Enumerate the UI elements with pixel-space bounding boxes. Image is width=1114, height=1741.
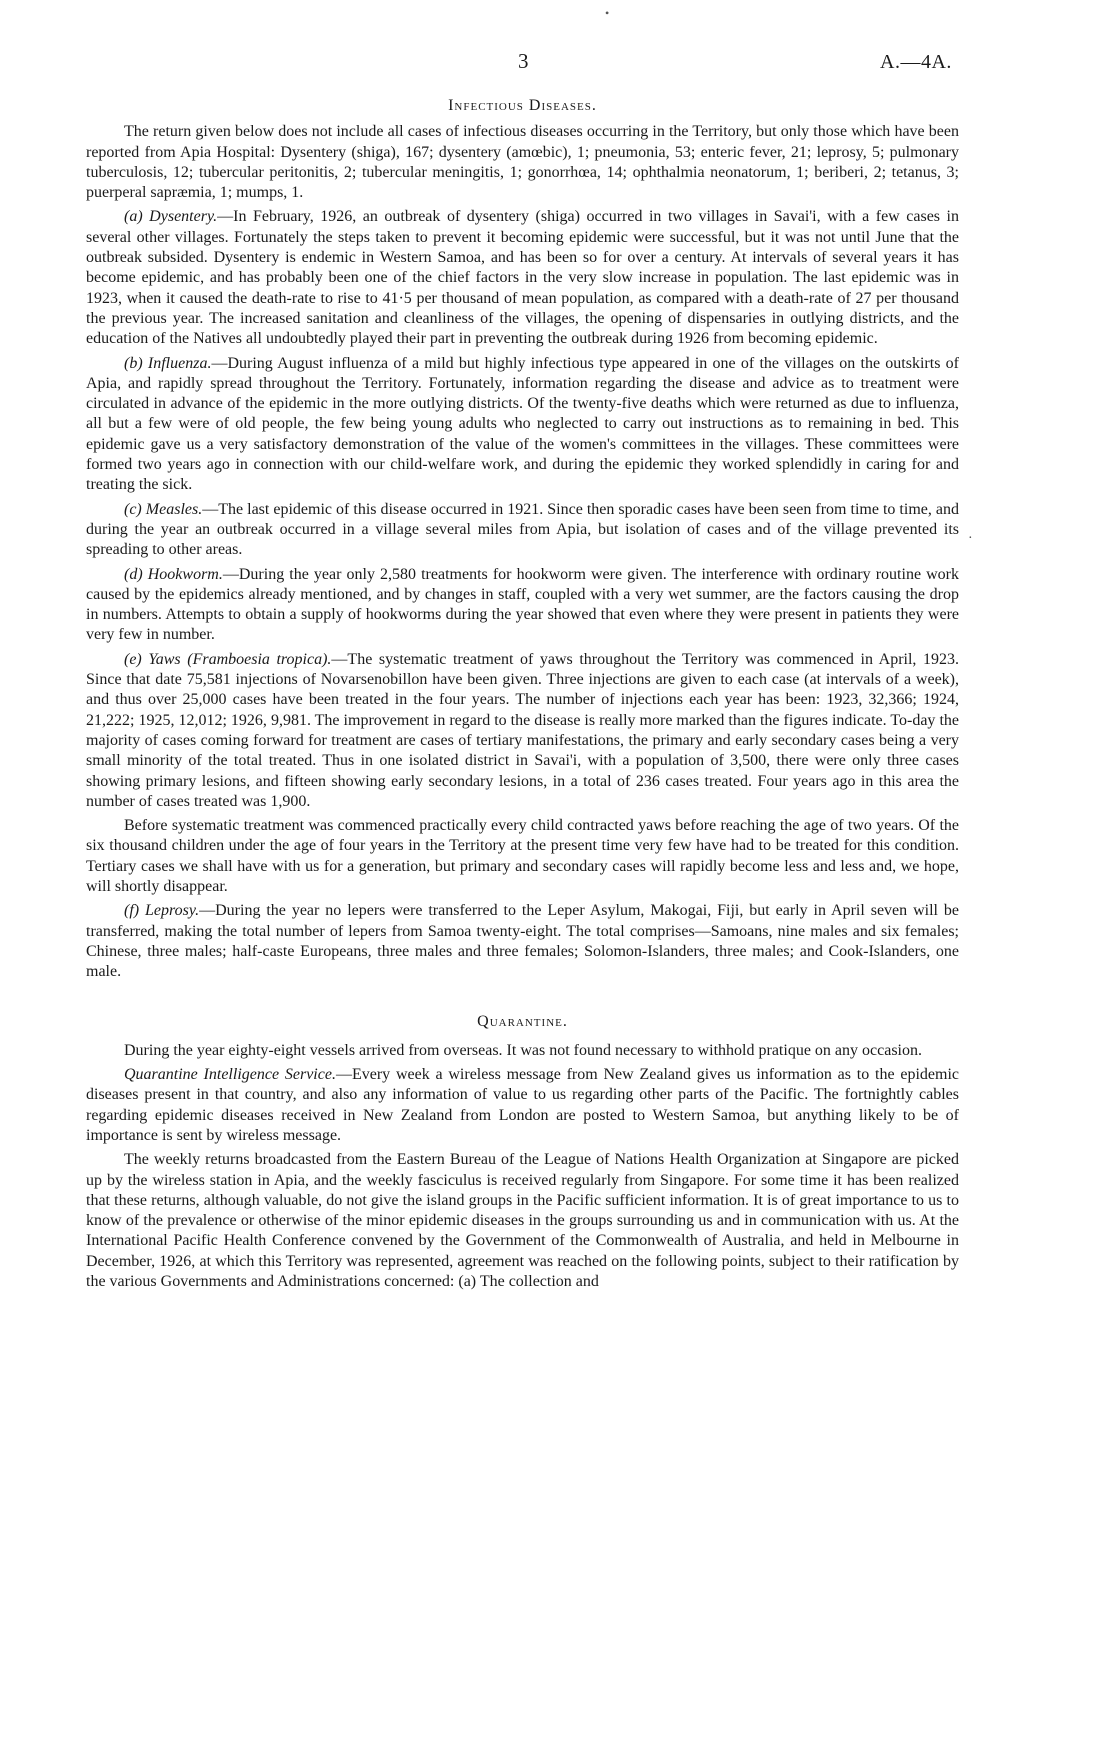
subheading-influenza: (b) Influenza. (124, 354, 212, 372)
paragraph-measles (86, 500, 959, 561)
paragraph-yaws-continued: Before systematic treatment was commenced practically every child contracted yaws before reaching the age of two years. Of the six thousand children under the age of four years in the Territory at the present time very few have had to be treated for this condition. Tertiary cases we shall have with us for a generation, but primary and secondary cases will rapidly become less and less and, we hope, will shortly disappear. (86, 817, 959, 895)
dysentery-text: —In February, 1926, an outbreak of dysentery (shiga) occurred in two villages in Savai'i, with a few cases in several other villages. Fortunately the steps taken to prevent it becoming epidemic were successful, but it was not until June that the outbreak subsided. Dysentery is endemic in Western Samoa, and has been so for over a century. At intervals of several years it has become epidemic, and has probably been one of the chief factors in the very slow increase in population. The last epidemic was in 1923, when it caused the death-rate to rise to 41·5 per thousand of mean population, as compared with a death-rate of 27 per thousand the previous year. The increased sanitation and cleanliness of the villages, the opening of dispensaries in outlying districts, and the education of the Natives all undoubtedly played their part in preventing the outbreak during 1926 from becoming epidemic. (86, 208, 960, 348)
subheading-hookworm: (d) Hookworm. (124, 565, 223, 583)
paragraph-dysentery (86, 207, 959, 349)
subheading-yaws: (e) Yaws (Framboesia tropica). (124, 650, 332, 668)
subheading-intelligence-service: Quarantine Intelligence Service. (124, 1066, 336, 1084)
intelligence-service-text: —Every week a wireless message from New Zealand gives us information as to the epidemic diseases present in that country, and also any information of value to us regarding other parts of the Pacific. The fortnightly cables regarding epidemic diseases received in New Zealand from London are posted to Western Samoa, but anything likely to be of importance is sent by wireless message. (86, 1066, 960, 1144)
document-reference: A.—4A. (880, 51, 952, 73)
section-title-quarantine: Quarantine. (477, 1013, 568, 1031)
body-text (86, 96, 959, 1296)
leprosy-text: —During the year no lepers were transferred to the Leper Asylum, Makogai, Fiji, but early in April seven will be transferred, making the total number of lepers from Samoa twenty-eight. The total comprises—Samoans, nine males and six females; Chinese, three males; half-caste Europeans, three males and three females; Solomon-Islanders, three males; and Cook-Islanders, one male. (86, 902, 959, 981)
subheading-dysentery: (a) Dysentery. (124, 208, 218, 226)
influenza-text: —During August influenza of a mild but highly infectious type appeared in one of the villages on the outskirts of Apia, and rapidly spread throughout the Territory. Fortunately, information regarding the disease and advice as to treatment were circulated in advance of the epidemic in the more outlying districts. Of the twenty-five deaths which were returned as due to influenza, all but a few were of old people, the few being young adults who neglected to carry out instructions as to remaining in bed. This epidemic gave us a very satisfactory demonstration of the value of the women's committees in the villages. These committees were formed two years ago in connection with our child-welfare work, and during the epidemic they worked splendidly in caring for and treating the sick. (86, 354, 959, 494)
subheading-leprosy: (f) Leprosy. (124, 902, 200, 920)
subheading-measles: (c) Measles. (124, 500, 203, 518)
yaws-text: —The systematic treatment of yaws throughout the Territory was commenced in April, 1923. Since that date 75,581 injections of Novarsenobillon have been given. Three injections are given to each case (at intervals of a week), and thus over 25,000 cases have been treated in the four years. The number of injections each year has been: 1923, 32,366; 1924, 21,222; 1925, 12,012; 1926, 9,981. The improvement in regard to the disease is really more marked than the figures indicate. To-day the majority of cases coming forward for treatment are cases of tertiary manifestations, the primary and early secondary cases being a very small minority of the total treated. Thus in one isolated district in Savai'i, with a population of 3,500, there were only three cases showing primary lesions, and fifteen showing early secondary lesions, in a total of 236 cases treated. Four years ago in this area the number of cases treated was 1,900. (86, 650, 959, 810)
hookworm-text: —During the year only 2,580 treatments for hookworm were given. The interference with ordinary routine work caused by the epidemics already mentioned, and by changes in staff, coupled with a very wet summer, are the factors causing the drop in numbers. Attempts to obtain a supply of hookworms during the year showed that even where they were present in patients they were very few in number. (86, 565, 960, 644)
margin-mark: · (968, 531, 973, 546)
paragraph-influenza (86, 354, 959, 496)
scan-speck: • (605, 6, 610, 20)
paragraph-yaws (86, 650, 959, 812)
paragraph-weekly-returns: The weekly returns broadcasted from the Eastern Bureau of the League of Nations Health Organization at Singapore are picked up by the wireless station in Apia, and the weekly fasciculus is received regularly from Singapore. For some time it has been realized that these returns, although valuable, do not give the island groups in the Pacific sufficient information. It is of great importance to us to know of the prevalence or otherwise of the minor epidemic diseases in the groups surrounding us and in communication with us. At the International Pacific Health Conference convened by the Government of the Commonwealth of Australia, and held in Melbourne in December, 1926, at which this Territory was represented, agreement was reached on the following points, subject to their ratification by the various Governments and Administrations concerned: (a) The collection and (86, 1151, 959, 1291)
paragraph-intro: The return given below does not include all cases of infectious diseases occurring in the Territory, but only those which have been reported from Apia Hospital: Dysentery (shiga), 167; dysentery (amœbic), 1; pneumonia, 53; enteric fever, 21; leprosy, 5; pulmonary tuberculosis, 12; tubercular peritonitis, 2; tubercular meningitis, 1; gonorrhœa, 14; ophthalmia neonatorum, 1; beriberi, 2; tetanus, 3; puerperal sapræmia, 1; mumps, 1. (86, 123, 959, 202)
measles-text: —The last epidemic of this disease occurred in 1921. Since then sporadic cases have been seen from time to time, and during the year an outbreak occurred in a village several miles from Apia, but isolation of cases and of the village prevented its spreading to other areas. (86, 500, 960, 559)
paragraph-leprosy (86, 901, 959, 982)
page-number: 3 (518, 49, 529, 73)
paragraph-vessels: During the year eighty-eight vessels arrived from overseas. It was not found necessary to withhold pratique on any occasion. (124, 1041, 922, 1059)
paragraph-hookworm (86, 565, 959, 646)
section-title-infectious-diseases: Infectious Diseases. (448, 97, 597, 114)
paragraph-intelligence-service (86, 1065, 959, 1146)
